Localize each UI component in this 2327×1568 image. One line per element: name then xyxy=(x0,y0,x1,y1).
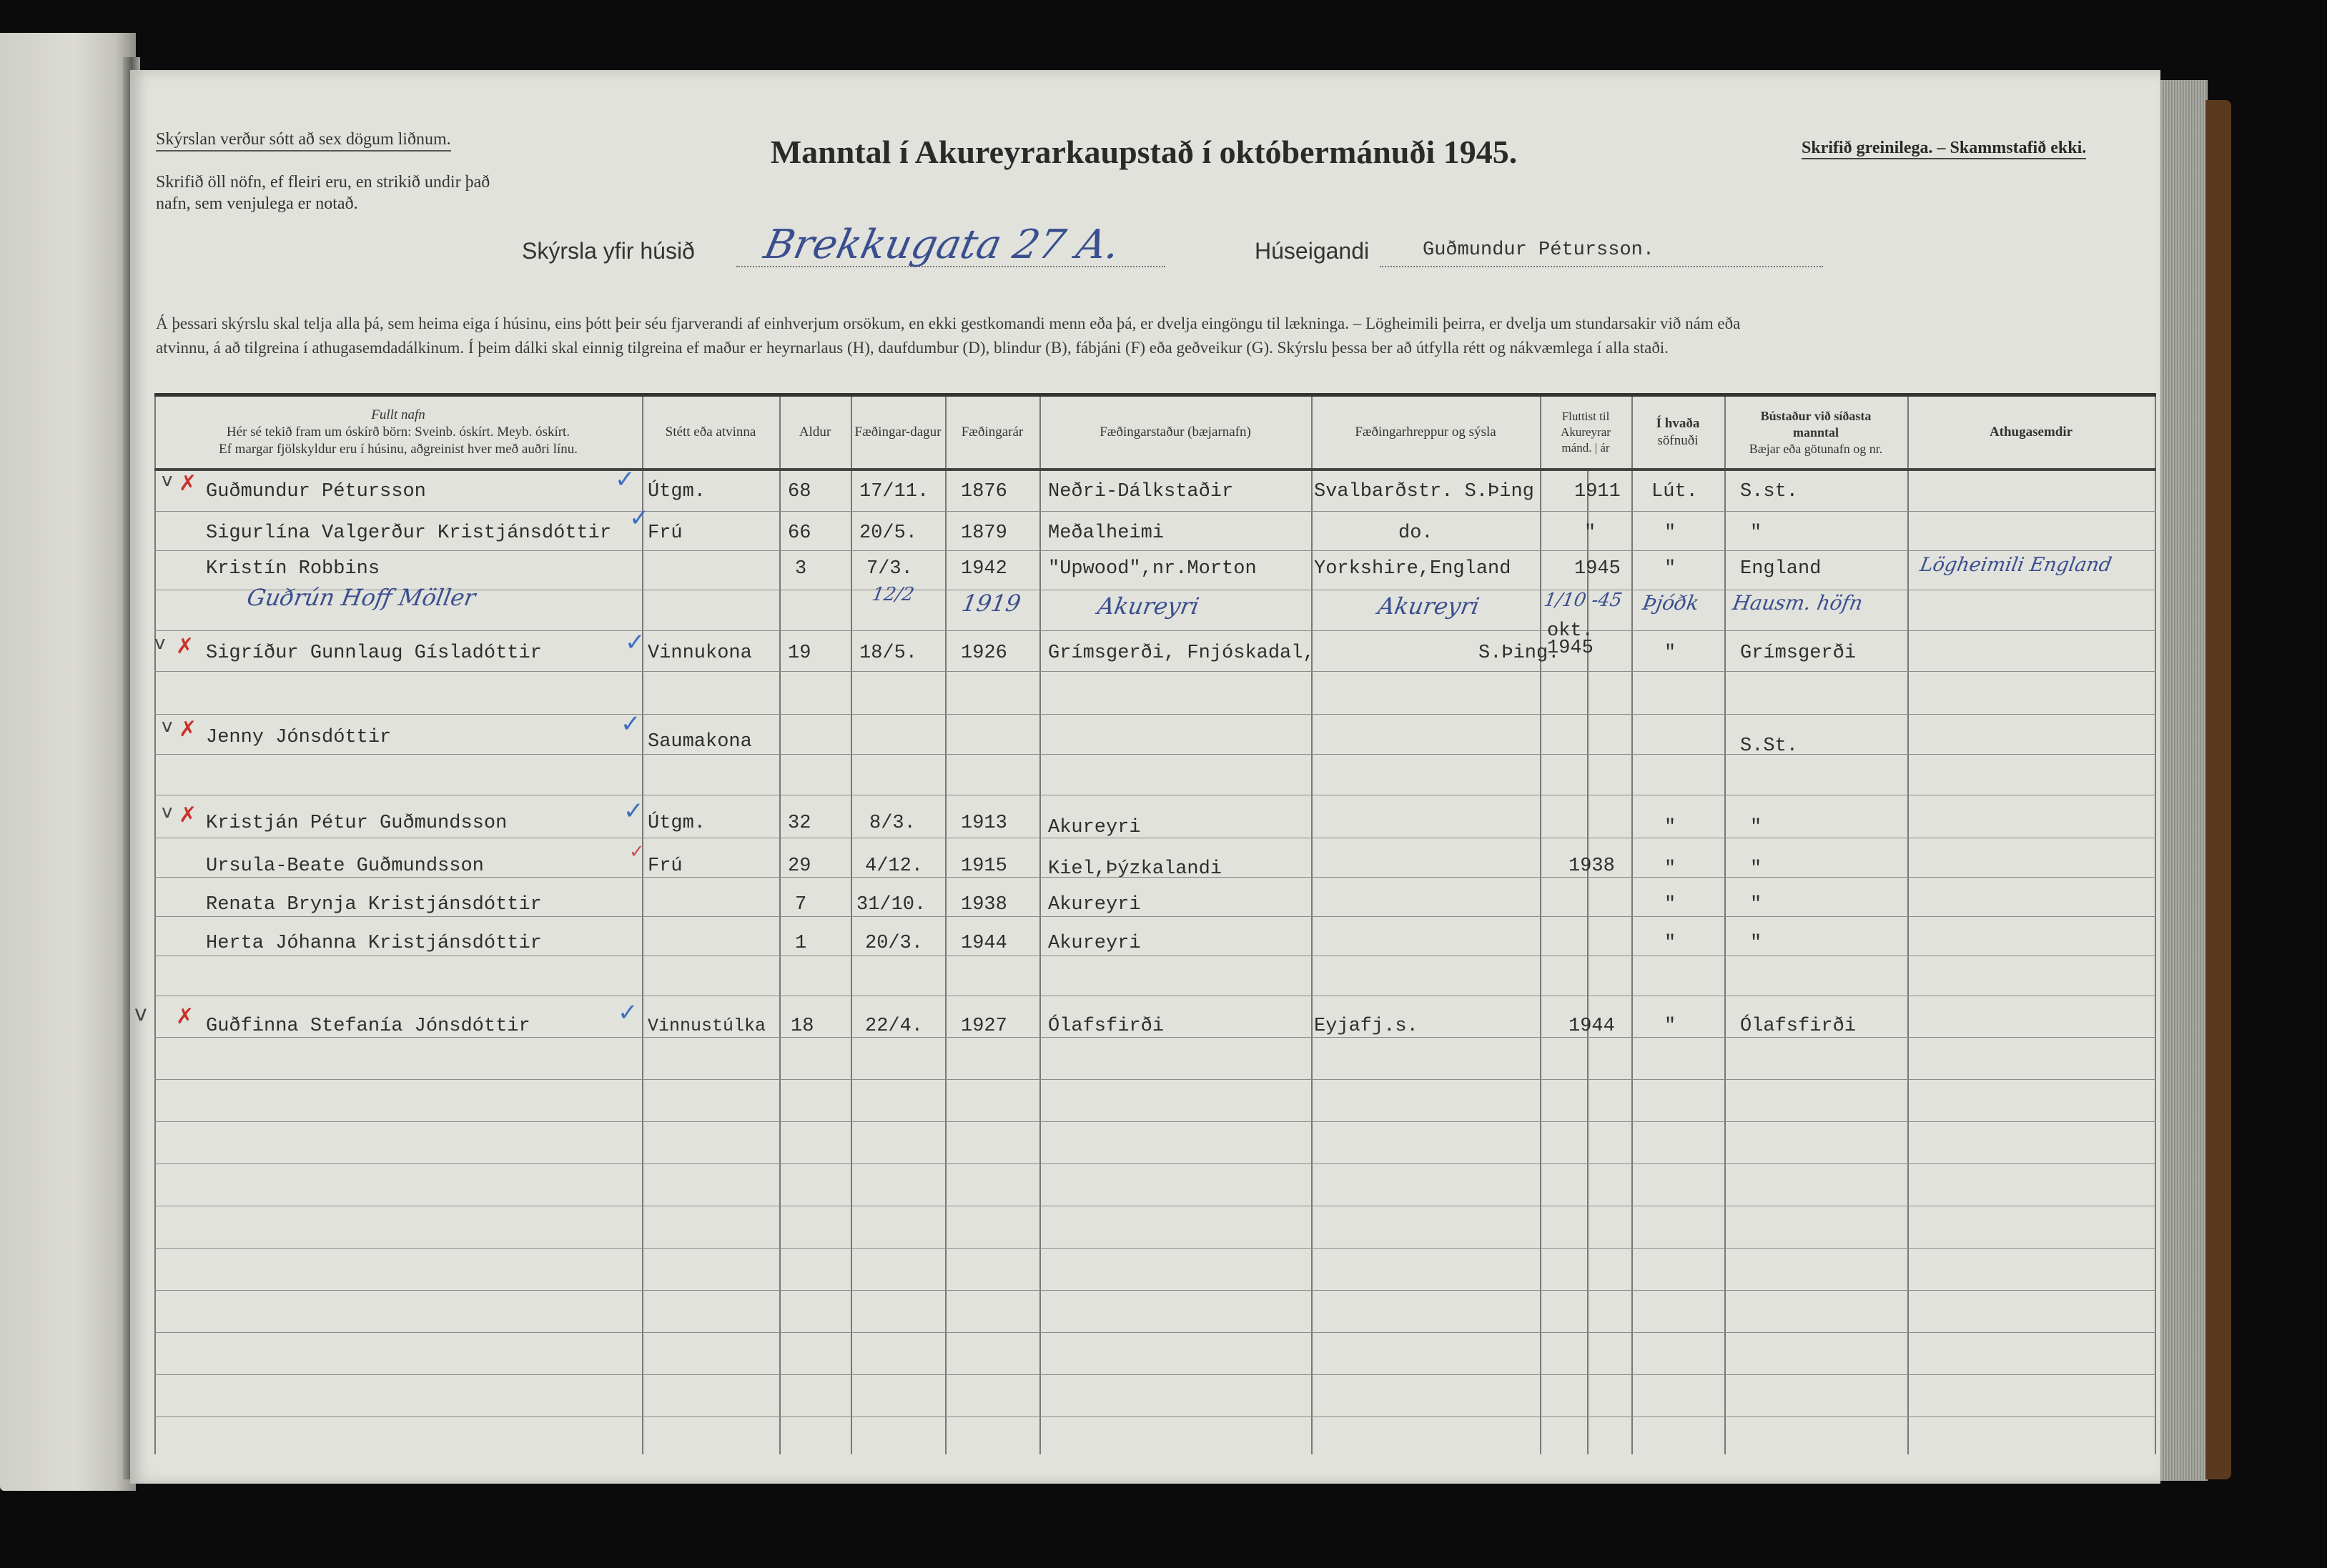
row-7-moved: 1938 xyxy=(1568,855,1615,877)
row-1-church: " xyxy=(1664,522,1676,544)
row-1-day: 20/5. xyxy=(859,522,918,544)
row-1-name: Sigurlína Valgerður Kristjánsdóttir xyxy=(206,522,612,544)
row-6-day: 8/3. xyxy=(869,813,916,834)
page-title: Manntal í Akureyrarkaupstað í októbermánuði 1945. xyxy=(770,134,1518,170)
row-4-church: " xyxy=(1664,642,1676,664)
row-0-moved: 1911 xyxy=(1574,481,1621,502)
row-8-place: Akureyri xyxy=(1048,894,1141,916)
col-border xyxy=(154,397,156,1454)
moved-split xyxy=(1587,468,1589,1454)
row-0-age: 68 xyxy=(788,481,811,502)
row-10-day: 22/4. xyxy=(865,1016,924,1037)
check-mark: ✓ xyxy=(618,998,638,1027)
header-bottom-rule xyxy=(154,468,2156,471)
row-8-church: " xyxy=(1664,894,1676,916)
row-10-occupation: Vinnustúlka xyxy=(648,1016,766,1036)
row-7-day: 4/12. xyxy=(865,855,924,877)
row-line xyxy=(154,916,2156,917)
tally-v-mark: v xyxy=(162,470,173,491)
row-3-place: Akureyri xyxy=(1095,592,1202,620)
row-1-occupation: Frú xyxy=(648,522,683,544)
row-line xyxy=(154,1037,2156,1038)
col-header-birth-day: Fæðingar-dagur xyxy=(854,425,942,440)
instructions xyxy=(156,312,2158,360)
row-line xyxy=(154,1416,2156,1417)
row-10-prev: Ólafsfirði xyxy=(1740,1016,1857,1037)
col-border xyxy=(1724,397,1726,1454)
names-note: Skrifið öll nöfn, ef fleiri eru, en strikið undir það nafn, sem venjulega er notað. xyxy=(156,173,490,213)
col-border xyxy=(1311,397,1313,1454)
row-9-church: " xyxy=(1664,933,1676,954)
row-8-prev: " xyxy=(1750,894,1762,916)
tally-v-mark: v xyxy=(162,715,173,737)
row-10-age: 18 xyxy=(791,1016,814,1037)
row-4-age: 19 xyxy=(788,642,811,664)
prev-header-2: manntal xyxy=(1792,425,1839,440)
row-7-name: Ursula-Beate Guðmundsson xyxy=(206,855,484,877)
row-8-day: 31/10. xyxy=(856,894,927,916)
census-table xyxy=(134,393,2156,1454)
row-line xyxy=(154,1248,2156,1249)
col-header-notes: Athugasemdir xyxy=(1989,425,2073,440)
tally-v-mark: v xyxy=(162,801,173,823)
row-7-year: 1915 xyxy=(961,855,1007,877)
house-label: Skýrsla yfir húsið xyxy=(522,238,695,264)
left-page xyxy=(0,33,136,1491)
row-4-parish: S.Þing. xyxy=(1478,642,1560,664)
row-7-occupation: Frú xyxy=(648,855,683,877)
col-border xyxy=(945,397,947,1454)
row-6-place: Akureyri xyxy=(1048,817,1141,838)
col-header-occupation: Stétt eða atvinna xyxy=(665,425,756,440)
row-4-moved: okt. 1945 xyxy=(1547,620,1594,659)
check-mark: ✓ xyxy=(615,465,636,494)
col-border xyxy=(2155,397,2156,1454)
row-6-name: Kristján Pétur Guðmundsson xyxy=(206,813,508,834)
col-border xyxy=(1039,397,1041,1454)
row-1-place: Meðalheimi xyxy=(1048,522,1165,544)
row-2-prev: England xyxy=(1740,558,1822,580)
row-3-moved: 1/10 -45 xyxy=(1542,590,1624,611)
owner-line xyxy=(1380,266,1823,267)
col-header-moved xyxy=(1540,397,1631,468)
row-10-place: Ólafsfirði xyxy=(1048,1016,1165,1037)
row-4-day: 18/5. xyxy=(859,642,918,664)
row-0-church: Lút. xyxy=(1651,481,1698,502)
row-line xyxy=(154,1121,2156,1122)
row-line xyxy=(154,550,2156,551)
moved-header-3: mánd. | ár xyxy=(1561,441,1610,455)
row-9-day: 20/3. xyxy=(865,933,924,954)
prev-header-1: Bústaður við síðasta xyxy=(1760,408,1872,423)
house-value: Brekkugata 27 A. xyxy=(760,222,1125,268)
check-mark: ✓ xyxy=(629,504,650,532)
moved-header-2: Akureyrar xyxy=(1561,425,1611,439)
row-8-year: 1938 xyxy=(961,894,1007,916)
col-border xyxy=(851,397,852,1454)
row-4-prev: Grímsgerði xyxy=(1740,642,1857,664)
book-cover xyxy=(2205,100,2231,1479)
row-4-name: Sigríður Gunnlaug Gísladóttir xyxy=(206,642,542,664)
row-line xyxy=(154,511,2156,512)
col-border xyxy=(1631,397,1633,1454)
red-x-mark: ✗ xyxy=(176,1004,194,1029)
red-x-mark: ✗ xyxy=(179,471,197,496)
page-edges xyxy=(2158,80,2208,1481)
row-6-age: 32 xyxy=(788,813,811,834)
col-border xyxy=(642,397,643,1454)
col-header-prev-residence xyxy=(1724,397,1907,468)
check-mark: ✓ xyxy=(623,797,644,825)
check-mark: ✓ xyxy=(625,628,646,657)
row-9-place: Akureyri xyxy=(1048,933,1141,954)
row-0-year: 1876 xyxy=(961,481,1007,502)
row-0-prev: S.st. xyxy=(1740,481,1799,502)
row-10-moved: 1944 xyxy=(1568,1016,1615,1037)
row-4-year: 1926 xyxy=(961,642,1007,664)
owner-label: Húseigandi xyxy=(1255,238,1370,264)
row-10-year: 1927 xyxy=(961,1016,1007,1037)
row-0-parish: Svalbarðstr. S.Þing xyxy=(1314,481,1534,502)
row-0-day: 17/11. xyxy=(859,481,929,502)
row-3-year: 1919 xyxy=(959,590,1023,617)
name-header-title: Fullt nafn xyxy=(371,407,425,422)
red-x-mark: ✗ xyxy=(179,803,197,828)
row-9-name: Herta Jóhanna Kristjánsdóttir xyxy=(206,933,542,954)
row-6-occupation: Útgm. xyxy=(648,813,706,834)
prev-header-3: Bæjar eða götunafn og nr. xyxy=(1749,441,1883,456)
col-header-name xyxy=(154,397,642,468)
row-4-occupation: Vinnukona xyxy=(648,642,752,664)
col-header-birth-place: Fæðingarstaður (bæjarnafn) xyxy=(1100,425,1251,440)
col-border xyxy=(779,397,781,1454)
row-7-place: Kiel,Þýzkalandi xyxy=(1048,858,1222,880)
row-5-prev: S.St. xyxy=(1740,735,1799,757)
row-line xyxy=(154,1079,2156,1080)
row-3-day: 12/2 xyxy=(870,584,917,605)
row-10-church: " xyxy=(1664,1016,1676,1037)
col-header-birth-year: Fæðingarár xyxy=(961,425,1024,440)
row-9-age: 1 xyxy=(795,933,807,954)
row-line xyxy=(154,671,2156,672)
owner-value: Guðmundur Pétursson. xyxy=(1423,239,1655,261)
row-2-year: 1942 xyxy=(961,558,1007,580)
row-6-church: " xyxy=(1664,817,1676,838)
row-0-occupation: Útgm. xyxy=(648,481,706,502)
row-3-parish: Akureyri xyxy=(1375,592,1482,620)
row-6-year: 1913 xyxy=(961,813,1007,834)
row-line xyxy=(154,754,2156,755)
row-2-parish: Yorkshire,England xyxy=(1314,558,1511,580)
row-line xyxy=(154,1163,2156,1164)
row-1-parish: do. xyxy=(1398,522,1433,544)
row-7-church: " xyxy=(1664,858,1676,880)
tally-v-mark: v xyxy=(134,1001,147,1026)
row-line xyxy=(154,1332,2156,1333)
red-x-mark: ✗ xyxy=(176,634,194,659)
row-2-age: 3 xyxy=(795,558,807,580)
row-3-church: Þjóðk xyxy=(1641,591,1701,615)
church-header-2: söfnuði xyxy=(1657,433,1699,448)
moved-header-1: Fluttist til xyxy=(1561,410,1610,423)
row-4-place: Grímsgerði, Fnjóskadal, xyxy=(1048,642,1315,664)
row-10-parish: Eyjafj.s. xyxy=(1314,1016,1418,1037)
row-2-notes: Lögheimili England xyxy=(1918,554,2114,576)
name-header-sub2: Ef margar fjölskyldur eru í húsinu, aðgreinist hver með auðri línu. xyxy=(219,442,578,457)
row-2-moved: 1945 xyxy=(1574,558,1621,580)
row-1-prev: " xyxy=(1750,522,1762,544)
writing-note: Skrifið greinilega. – Skammstafið ekki. xyxy=(1802,139,2086,159)
instructions-line-1: Á þessari skýrslu skal telja alla þá, sem heima eiga í húsinu, eins þótt þeir séu fjarverandi af einhverjum orsökum, en ekki gestkomandi menn eða þá, er dvelja eingöngu til lækninga. – Lögheimili þeirra, er dvelja um stundarsakir við nám eða xyxy=(156,314,1741,332)
col-border xyxy=(1907,397,1909,1454)
row-9-prev: " xyxy=(1750,933,1762,954)
row-2-day: 7/3. xyxy=(866,558,913,580)
row-2-name: Kristín Robbins xyxy=(206,558,380,580)
row-8-name: Renata Brynja Kristjánsdóttir xyxy=(206,894,542,916)
row-5-name: Jenny Jónsdóttir xyxy=(206,727,392,748)
row-1-age: 66 xyxy=(788,522,811,544)
red-x-mark: ✗ xyxy=(179,717,197,742)
row-line xyxy=(154,1290,2156,1291)
row-line xyxy=(154,630,2156,631)
tally-v-mark: v xyxy=(154,632,166,654)
row-line xyxy=(154,1374,2156,1375)
col-border xyxy=(1540,397,1541,1454)
row-2-church: " xyxy=(1664,558,1676,580)
row-1-year: 1879 xyxy=(961,522,1007,544)
row-7-age: 29 xyxy=(788,855,811,877)
row-0-place: Neðri-Dálkstaðir xyxy=(1048,481,1234,502)
row-line xyxy=(154,714,2156,715)
row-3-prev: Hausm. höfn xyxy=(1731,591,1865,615)
col-header-church xyxy=(1631,397,1724,468)
check-mark: ✓ xyxy=(621,710,641,738)
collection-note: Skýrslan verður sótt að sex dögum liðnum. xyxy=(156,129,451,152)
row-3-name: Guðrún Hoff Möller xyxy=(244,584,478,611)
row-7-prev: " xyxy=(1750,858,1762,880)
col-header-birth-parish: Fæðingarhreppur og sýsla xyxy=(1355,425,1496,440)
red-tick-mark: ✓ xyxy=(629,841,645,863)
row-9-year: 1944 xyxy=(961,933,1007,954)
row-10-name: Guðfinna Stefanía Jónsdóttir xyxy=(206,1016,530,1037)
church-header-1: Í hvaða xyxy=(1656,416,1700,431)
row-2-place: "Upwood",nr.Morton xyxy=(1048,558,1257,580)
name-header-sub1: Hér sé tekið fram um óskírð börn: Sveinb. óskírt. Meyb. óskírt. xyxy=(226,425,570,440)
col-header-age: Aldur xyxy=(799,425,831,440)
row-5-occupation: Saumakona xyxy=(648,731,752,753)
row-8-age: 7 xyxy=(795,894,807,916)
row-1-moved: " xyxy=(1584,522,1596,544)
row-6-prev: " xyxy=(1750,817,1762,838)
instructions-line-2: atvinnu, á að tilgreina í athugasemdadálkinum. Í þeim dálki skal einnig tilgreina ef maður er heyrnarlaus (H), daufdumbur (D), blindur (B), fábjáni (F) eða geðveikur (G). Skýrslu þessa ber að útfylla rétt og nákvæmlega í alla staði. xyxy=(156,339,1669,357)
row-0-name: Guðmundur Pétursson xyxy=(206,481,426,502)
